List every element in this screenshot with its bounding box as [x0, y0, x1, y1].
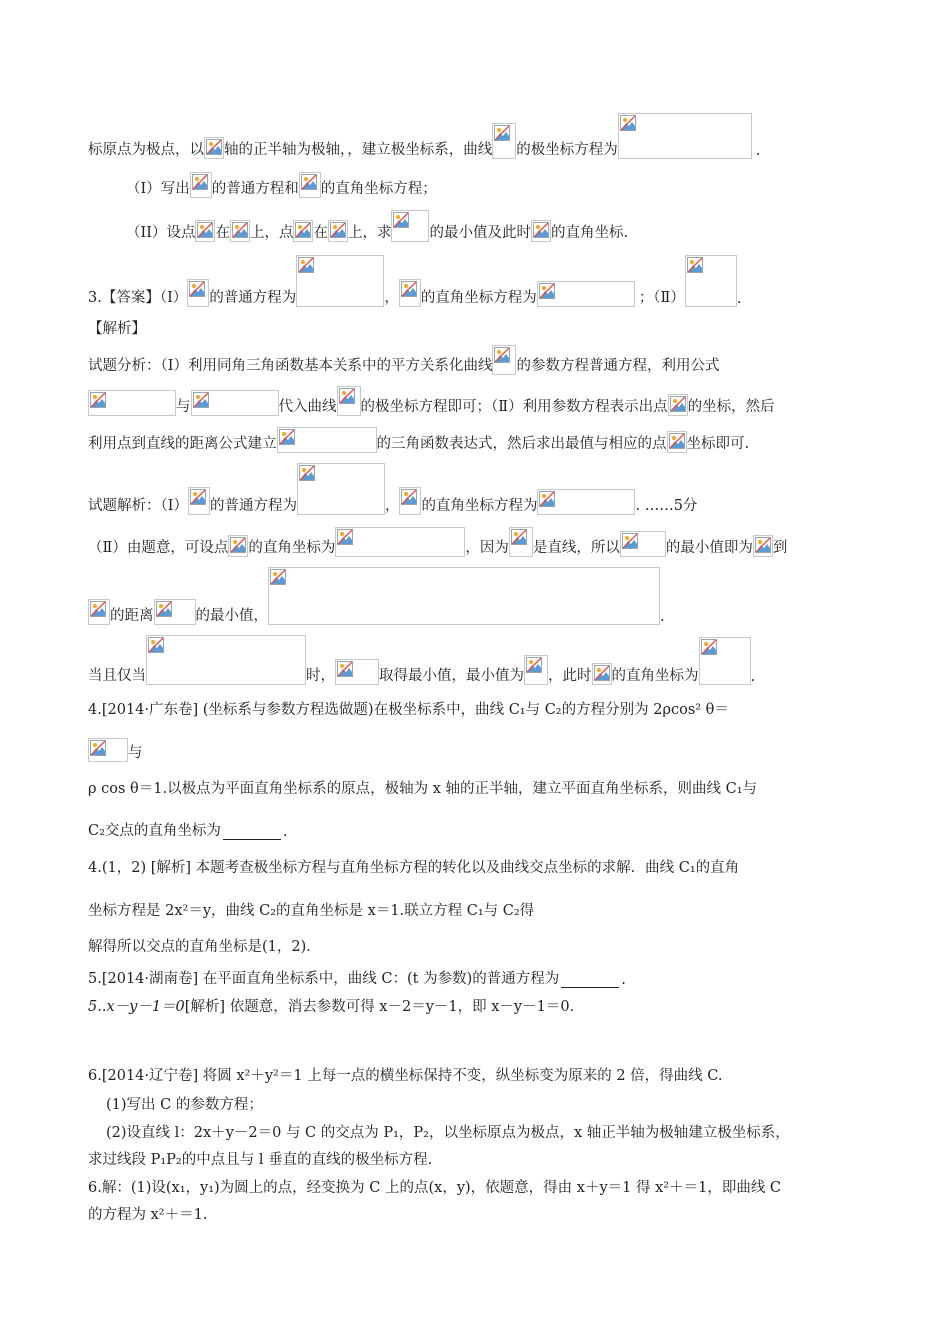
text: 的坐标，然后	[687, 399, 775, 415]
formula-image	[296, 255, 384, 307]
text: 的直角坐标为	[611, 668, 699, 684]
text-line	[88, 1175, 781, 1197]
text: 上，求	[347, 225, 392, 241]
text: 坐标方程是 2x²＝y，曲线 C₂的直角坐标是 x＝1.联立方程 C₁与 C₂得	[88, 903, 535, 919]
formula-image	[268, 567, 660, 625]
text: 的极坐标方程即可；（Ⅱ）利用参数方程表示出点	[360, 399, 668, 415]
text-line	[88, 113, 760, 159]
text: .	[282, 824, 288, 840]
text-line	[88, 255, 742, 307]
text-line	[88, 427, 749, 453]
text: . ……5分	[635, 498, 698, 514]
broken-image-icon	[295, 222, 311, 238]
text-line	[88, 1202, 207, 1224]
text: 是直线，所以	[532, 540, 620, 556]
formula-image	[620, 531, 666, 557]
broken-image-icon	[622, 533, 638, 549]
formula-image	[188, 487, 210, 515]
formula-image	[297, 463, 385, 515]
formula-image	[191, 390, 279, 416]
formula-image	[88, 599, 110, 625]
text-line	[88, 525, 787, 557]
formula-image	[531, 220, 551, 242]
text-line	[88, 855, 739, 877]
formula-image	[537, 489, 635, 515]
broken-image-icon	[393, 212, 409, 228]
broken-image-icon	[539, 491, 555, 507]
text-line	[88, 697, 729, 719]
text: .	[736, 291, 742, 307]
text: .	[660, 609, 665, 625]
formula-image	[524, 655, 548, 685]
text: 当且仅当	[88, 668, 146, 684]
formula-image	[335, 527, 465, 557]
broken-image-icon	[301, 174, 317, 190]
text: 的直角坐标方程为	[420, 290, 537, 306]
broken-image-icon	[192, 174, 208, 190]
broken-image-icon	[494, 125, 510, 141]
formula-image	[699, 637, 751, 685]
broken-image-icon	[401, 489, 417, 505]
text: 的普通方程为	[209, 498, 297, 514]
text-line	[106, 1120, 790, 1142]
broken-image-icon	[148, 637, 164, 653]
broken-image-icon	[594, 665, 610, 681]
text: .	[750, 669, 756, 685]
text: （II）设点	[126, 225, 196, 241]
text-line	[88, 345, 719, 375]
text: 坐标即可.	[686, 436, 750, 452]
formula-image	[230, 220, 250, 242]
text-line	[126, 172, 437, 198]
text: 在	[215, 225, 230, 241]
formula-image	[335, 659, 379, 685]
text-line	[88, 463, 697, 515]
broken-image-icon	[197, 222, 213, 238]
text: 5.[2014·湖南卷] 在平面直角坐标系中，曲线 C：(t 为参数)的普通方程为	[88, 971, 560, 987]
text: 3.【答案】（Ⅰ）	[88, 290, 188, 306]
formula-image	[685, 255, 737, 307]
formula-image	[154, 599, 196, 625]
text: 的直角坐标方程；	[320, 181, 437, 197]
formula-image	[204, 137, 224, 159]
text: 解得所以交点的直角坐标是(1，2)．	[88, 939, 321, 955]
broken-image-icon	[90, 740, 106, 756]
formula-image	[668, 394, 688, 416]
broken-image-icon	[526, 657, 542, 673]
text: 标原点为极点，以	[88, 142, 204, 158]
formula-image	[399, 279, 421, 307]
broken-image-icon	[190, 489, 206, 505]
text: ρ cos θ＝1.以极点为平面直角坐标系的原点，极轴为 x 轴的正半轴，建立平面直角坐标系，则曲线 C₁与	[88, 781, 758, 797]
text: 的直角坐标为	[248, 540, 336, 556]
text-line	[88, 635, 755, 685]
text: 与	[128, 745, 143, 761]
formula-image	[187, 279, 209, 307]
text-line	[88, 818, 288, 840]
formula-image	[399, 487, 421, 515]
text: 的参数方程普通方程，利用公式	[516, 358, 720, 374]
broken-image-icon	[670, 396, 686, 412]
broken-image-icon	[511, 529, 527, 545]
text: （I）写出	[126, 181, 190, 197]
broken-image-icon	[230, 537, 246, 553]
broken-image-icon	[533, 222, 549, 238]
text: .	[755, 143, 761, 159]
text-line	[88, 738, 143, 762]
broken-image-icon	[330, 222, 346, 238]
text: 与	[176, 399, 191, 415]
text: 的直角坐标.	[550, 225, 629, 241]
text: 在	[313, 225, 328, 241]
text-line	[88, 898, 534, 920]
text: 5..x－y－1＝0	[88, 999, 185, 1015]
text: 的三角函数表达式，然后求出最值与相应的点	[376, 436, 667, 452]
section-heading: 【解析】	[88, 321, 146, 337]
text-line	[106, 1092, 263, 1114]
text-line	[88, 316, 146, 338]
broken-image-icon	[339, 388, 355, 404]
text: 求过线段 P₁P₂的中点且与 l 垂直的直线的极坐标方程.	[88, 1152, 433, 1168]
broken-image-icon	[539, 283, 555, 299]
text: 到	[772, 540, 788, 556]
text: 的最小值及此时	[429, 225, 531, 241]
formula-image	[618, 113, 752, 159]
text-line	[88, 776, 757, 798]
formula-image	[190, 172, 212, 198]
text: 轴的正半轴为极轴，，建立极坐标系，曲线	[224, 142, 493, 158]
text: 的直角坐标方程为	[421, 498, 538, 514]
answer-blank	[561, 975, 619, 988]
broken-image-icon	[90, 601, 106, 617]
broken-image-icon	[156, 601, 172, 617]
broken-image-icon	[755, 537, 771, 553]
text: (2)设直线 l：2x＋y－2＝0 与 C 的交点为 P₁，P₂，以坐标原点为极点，x 轴正半轴为极轴建立极坐标系，	[106, 1125, 790, 1141]
formula-image	[88, 390, 176, 416]
text: (1)写出 C 的参数方程；	[106, 1097, 263, 1113]
formula-image	[753, 535, 773, 557]
formula-image	[328, 220, 348, 242]
text: 时，	[306, 668, 335, 684]
text: ，此时	[548, 668, 592, 684]
text: ，	[384, 290, 399, 306]
broken-image-icon	[232, 222, 248, 238]
text-line	[88, 934, 321, 956]
formula-image	[492, 123, 516, 159]
formula-image	[337, 386, 361, 416]
text-line	[88, 966, 626, 988]
formula-image	[492, 345, 516, 375]
formula-image	[299, 172, 321, 198]
text: 试题解析：（Ⅰ）	[88, 498, 188, 514]
broken-image-icon	[620, 115, 636, 131]
text: ，因为	[465, 540, 509, 556]
text: （Ⅱ）由题意，可设点	[88, 540, 229, 556]
formula-image	[293, 220, 313, 242]
text: 的最小值即为	[665, 540, 753, 556]
text: 试题分析：（Ⅰ）利用同角三角函数基本关系中的平方关系化曲线	[88, 358, 493, 374]
text: 利用点到直线的距离公式建立	[88, 436, 277, 452]
broken-image-icon	[701, 639, 717, 655]
text-line	[88, 1063, 722, 1085]
formula-image	[509, 527, 533, 557]
text: 4.(1，2) [解析] 本题考查极坐标方程与直角坐标方程的转化以及曲线交点坐标的求解．曲线 C₁的直角	[88, 860, 740, 876]
text: [解析] 依题意，消去参数可得 x－2＝y－1，即 x－y－1＝0.	[184, 999, 575, 1015]
text: 的最小值，	[195, 608, 268, 624]
text: 的方程为 x²＋＝1.	[88, 1207, 208, 1223]
text: .	[621, 972, 626, 988]
text: C₂交点的直角坐标为	[88, 823, 221, 839]
formula-image	[667, 431, 687, 453]
text: ，	[384, 498, 400, 514]
formula-image	[391, 210, 429, 242]
broken-image-icon	[337, 661, 353, 677]
broken-image-icon	[687, 257, 703, 273]
broken-image-icon	[494, 347, 510, 363]
formula-image	[537, 281, 635, 307]
broken-image-icon	[401, 281, 417, 297]
broken-image-icon	[90, 392, 106, 408]
text: 上，点	[249, 225, 294, 241]
broken-image-icon	[189, 281, 205, 297]
broken-image-icon	[279, 429, 295, 445]
text: ；（Ⅱ）	[638, 290, 685, 306]
text-line	[88, 1147, 432, 1169]
text: 代入曲线	[278, 399, 337, 415]
text: 的距离	[110, 608, 154, 624]
broken-image-icon	[206, 139, 222, 155]
formula-image	[277, 427, 377, 453]
broken-image-icon	[270, 569, 286, 585]
formula-image	[228, 535, 248, 557]
formula-image	[146, 635, 306, 685]
text: 4.[2014·广东卷] (坐标系与参数方程选做题)在极坐标系中，曲线 C₁与 C₂的方程分别为 2ρcos² θ＝	[88, 702, 729, 718]
text-line	[88, 386, 775, 416]
text: 6.[2014·辽宁卷] 将圆 x²＋y²＝1 上每一点的横坐标保持不变，纵坐标变为原来的 2 倍，得曲线 C.	[88, 1068, 723, 1084]
text-line	[88, 567, 665, 625]
formula-image	[592, 663, 612, 685]
text: 的极坐标方程为	[516, 142, 618, 158]
answer-blank	[223, 827, 281, 840]
text-line	[88, 994, 574, 1016]
formula-image	[195, 220, 215, 242]
broken-image-icon	[298, 257, 314, 273]
broken-image-icon	[669, 433, 685, 449]
text-line	[126, 210, 628, 242]
broken-image-icon	[299, 465, 315, 481]
text: 的普通方程为	[209, 290, 297, 306]
broken-image-icon	[193, 392, 209, 408]
formula-image	[88, 738, 128, 762]
broken-image-icon	[337, 529, 353, 545]
text: 6.解：(1)设(x₁，y₁)为圆上的点，经变换为 C 上的点(x，y)，依题意，得由 x＋y＝1 得 x²＋＝1，即曲线 C	[88, 1180, 782, 1196]
text: 取得最小值，最小值为	[379, 668, 524, 684]
text: 的普通方程和	[211, 181, 299, 197]
